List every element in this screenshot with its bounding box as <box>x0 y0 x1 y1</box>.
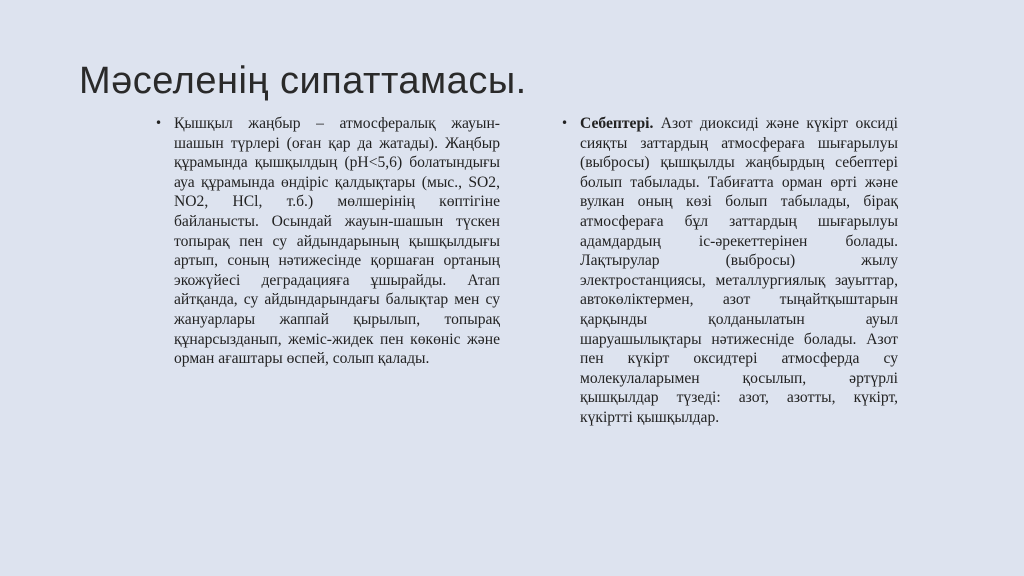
causes-heading: Себептері. <box>580 115 654 132</box>
acid-rain-definition-text: Қышқыл жаңбыр – атмосфералық жауын-шашын түрлері (оған қар да жатады). Жаңбыр құрамында қышқылдың (pH<5,6) болатындығы ауа құрамында өндіріс қалдықтары (мыс., SO2, NO2, HCl, т.б.) мөлшерінің көптігіне байланысты. Осындай жауын-шашын түскен топырақ пен су айдындарының қышқылдығы артып, соның нәтижесінде қоршаған ортаның экожүйесі деградацияға ұшырайды. Атап айтқанда, су айдындарындағы балықтар мен су жануарлары жаппай қырылып, топырақ құнарсызданып, жеміс-жидек пен көкөніс және орман ағаштары өспей, солып қалады. <box>174 115 500 368</box>
bullet-icon: • <box>155 116 163 130</box>
causes-item <box>561 114 898 428</box>
acid-rain-definition-item <box>155 114 500 369</box>
left-text-column <box>155 114 500 369</box>
causes-text: Азот диоксиді және күкірт оксиді сияқты заттардың атмосфераға шығарылуы (выбросы) қышқылды жаңбырдың себептері болып табылады. Табиғатта орман өрті және вулкан оның көзі болып табылады, бірақ атмосфераға бұл заттардың шығарылуы адамдардың іс-әрекеттерінен болады. Лақтырулар (выбросы) жылу электростанциясы, металлургиялық зауыттар, автокөліктермен, азот тыңайтқыштарын қарқынды қолданылатын ауыл шаруашылықтары нәтижесніде болады. Азот пен күкірт оксидтері атмосферда су молекулаларымен қосылып, әртүрлі қышқылдар түзеді: азот, азотты, күкірт, күкіртті қышқылдар. <box>580 115 898 426</box>
bullet-icon: • <box>561 116 569 130</box>
right-text-column <box>561 114 898 428</box>
slide-title: Мәселенің сипаттамасы. <box>79 60 527 102</box>
